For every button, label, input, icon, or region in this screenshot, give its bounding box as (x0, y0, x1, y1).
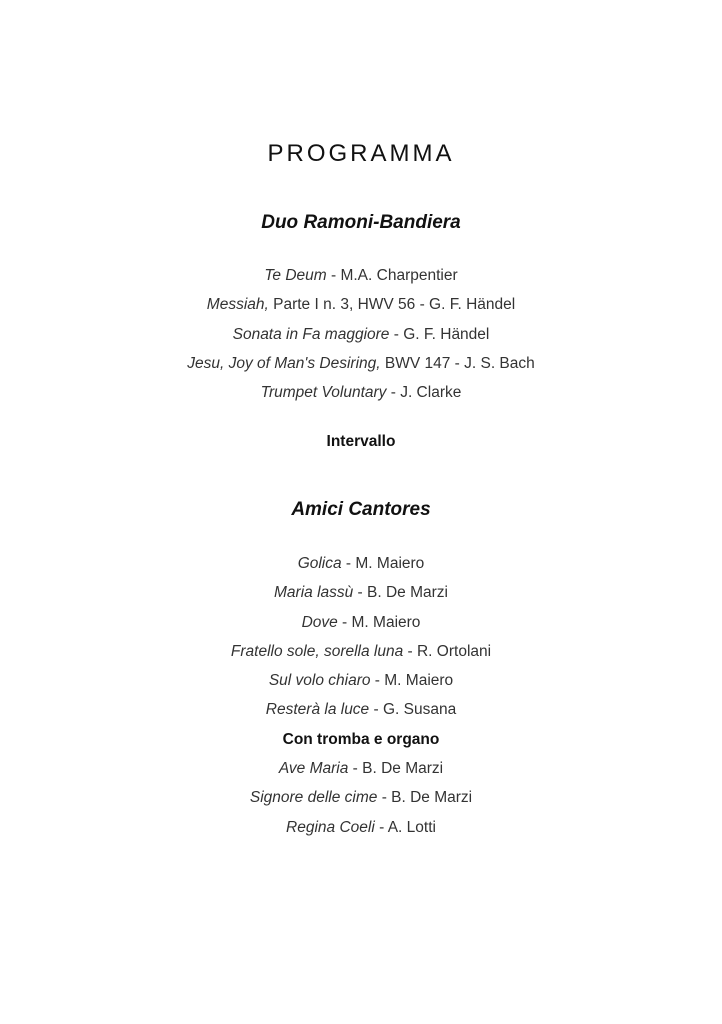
list-item (0, 757, 722, 786)
work-title: Te Deum (264, 267, 327, 284)
work-details: - M. Maiero (370, 672, 454, 690)
work-title: Dove (301, 613, 338, 631)
work-title: Fratello sole, sorella luna (230, 642, 404, 660)
work-title: Golica (297, 555, 342, 572)
list-item (0, 611, 722, 640)
list-item (0, 352, 722, 381)
section-title-amici: Amici Cantores (291, 499, 431, 520)
work-title: Regina Coeli (286, 818, 375, 836)
list-item (0, 293, 722, 322)
work-details: - A. Lotti (374, 818, 436, 836)
list-item (0, 786, 722, 815)
work-title: Sul volo chiaro (268, 672, 371, 690)
list-item (0, 552, 722, 581)
program-list-duo (0, 264, 722, 410)
list-item (0, 698, 722, 727)
interval-label: Intervallo (326, 433, 396, 450)
list-item (0, 640, 722, 669)
work-title: Sonata in Fa maggiore (232, 325, 390, 343)
work-details: - M. Maiero (337, 613, 421, 631)
page-title: PROGRAMMA (267, 140, 455, 167)
work-details: - R. Ortolani (403, 642, 492, 660)
list-item (0, 816, 722, 845)
work-details: - M. Maiero (341, 555, 425, 572)
work-details: - B. De Marzi (353, 584, 448, 602)
work-title: Ave Maria (278, 760, 349, 778)
work-details: - J. Clarke (386, 384, 462, 402)
work-details: - G. F. Händel (389, 325, 490, 343)
section-title-duo: Duo Ramoni-Bandiera (261, 212, 461, 233)
work-title: Jesu, Joy of Man's Desiring, (187, 354, 381, 372)
work-details: - B. De Marzi (377, 789, 473, 807)
work-details: - G. Susana (369, 701, 457, 719)
work-title: Signore delle cime (249, 789, 378, 807)
work-title: Trumpet Voluntary (260, 384, 387, 402)
work-details: Parte I n. 3, HWV 56 - G. F. Händel (268, 296, 516, 314)
work-details: BWV 147 - J. S. Bach (380, 354, 535, 372)
work-details: - B. De Marzi (348, 760, 444, 778)
work-details: - M.A. Charpentier (326, 267, 458, 284)
work-title: Maria lassù (274, 584, 354, 602)
subheading-tromba-organo: Con tromba e organo (282, 730, 440, 748)
program-list-amici (0, 552, 722, 845)
work-title: Messiah, (206, 296, 269, 314)
list-item (0, 264, 722, 293)
list-item (0, 323, 722, 352)
work-title: Resterà la luce (265, 701, 370, 719)
list-item (0, 669, 722, 698)
list-item (0, 381, 722, 410)
list-item (0, 581, 722, 610)
